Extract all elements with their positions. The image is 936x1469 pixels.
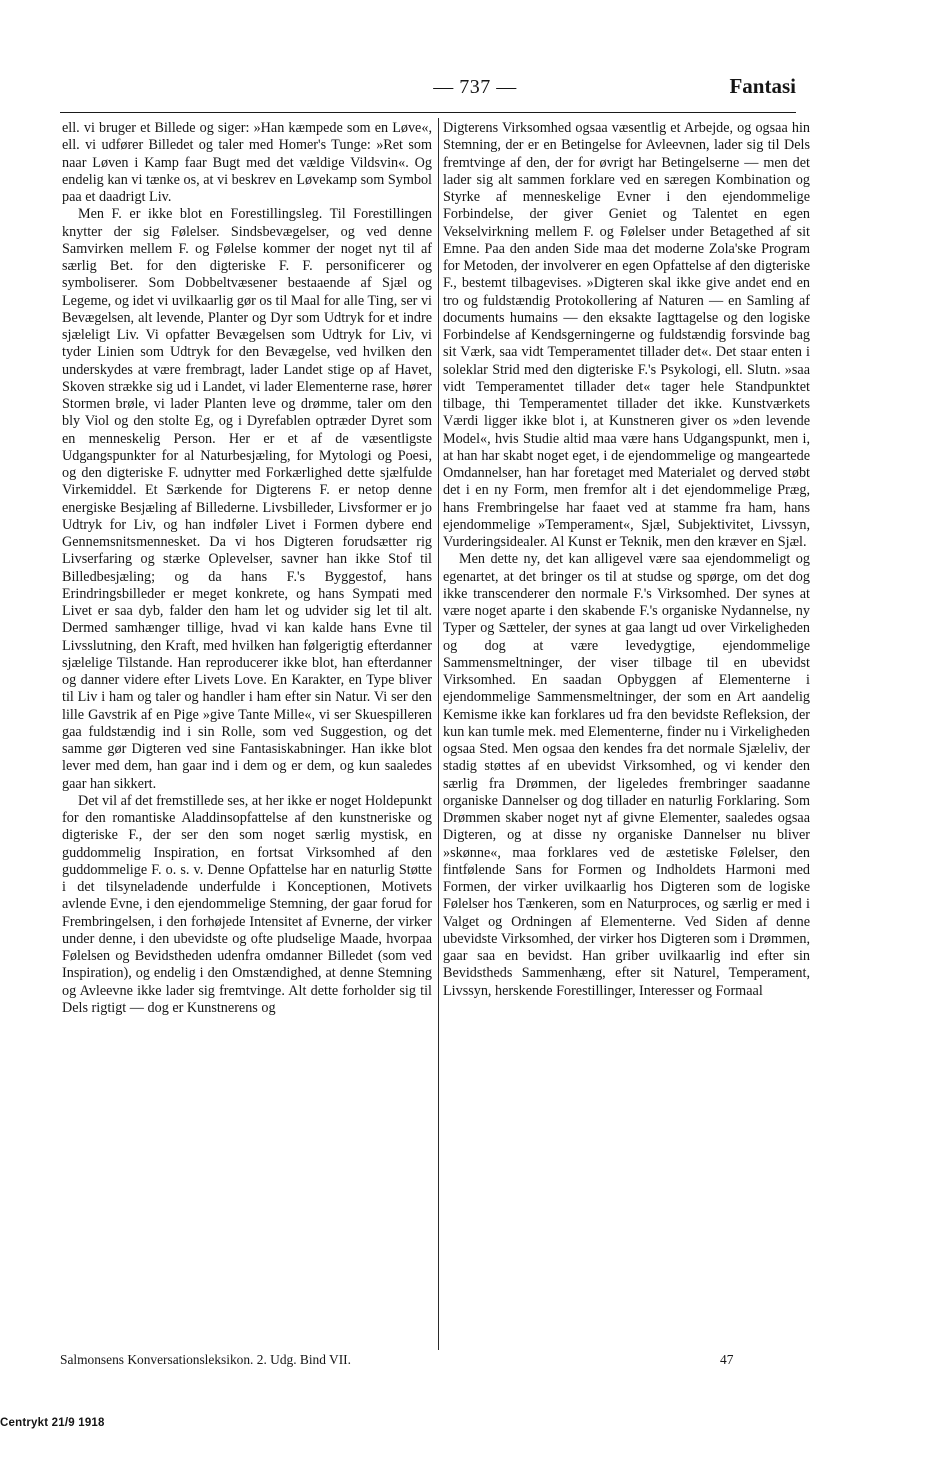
- header-rule: [60, 112, 796, 113]
- paragraph: Men F. er ikke blot en Forestillingsleg. Til Forestillingen knytter der sig Følelser. Sindsbevægelser, og ved denne Samvirken mellem F. og Følelse kommer der noget nyt til af særlig Bet. for den digteriske F. F. personificerer og symboliserer. Som Dobbeltvæsener bestaaende af Sjæl og Legeme, og idet vi uvilkaarlig gør os til Maal for alle Ting, ser vi Bevægelsen, alt levende, Planter og Dyr som Udtryk for et indre sjæleligt Liv. Vi opfatter Bevægelsen som Udtryk for Liv, vi tyder Linien som Udtryk for den Bevægelse, ved hvilken den underskydes at være frembragt, lader Landet stige op af Havet, Skoven strække sig ud i Landet, vi lader Elementerne rase, hører Stormen brøle, vi lader Planten leve og drømme, taler om den bly Viol og den stolte Eg, og i Dyrefablen optræder Dyret som en menneskelig Person. Her er et af de væsentligste Udgangspunkter for al Naturbesjæling, for Mytologi og Poesi, og den digteriske F. udnytter med Forkærlighed dette sjælfulde Virkemiddel. Et Særkende for Digterens F. er netop denne energiske Besjæling af Billederne. Livsbilleder, Livsformer er jo Udtryk for Liv, og han indføler Livet i Formen dybere end Gennemsnitsmennesket. Da vi hos Digteren forudsætter rig Livserfaring og stærke Oplevelser, savner han ikke Stof til Billedbesjæling; og da hans F.'s Byggestof, hans Erindringsbilleder er meget konkrete, og hans Sympati med Livet er saa dyb, falder den ham let og udvider sig let til alt. Dermed samhænger tillige, hvad vi kan kalde hans Evne til Livsslutning, den Kraft, med hvilken han følgerigtig efterdanner sjælelige Tilstande. Han reproducerer ikke blot, han efterdanner og danner videre efter Livets Love. En Karakter, en Type bliver til Liv i ham og taler og handler i ham efter sin Natur. Vi ser den lille Gavstrik af en Pige »give Tante Mille«, vi ser Skuespilleren gaa fuldstændig ind i sin Rolle, som ved Suggestion, og det samme gør Digteren ved sine Fantasiskabninger. Han ikke blot lever med dem, han gaar ind i dem og er dem, og kun saaledes gaar han sikkert.: [62, 206, 432, 792]
- page-footer: [60, 1352, 796, 1372]
- paragraph: Men dette ny, det kan alligevel være saa ejendommeligt og egenartet, at det bringer os til at studse og spørge, om det dog ikke transcenderer den normale F.'s Virksomhed. Der synes at være noget aparte i den skabende F.'s organiske Nydannelse, ny Typer og Sætteler, der synes at gaa langt ud over Virkeligheden og dog at være levedygtige, ejendommelige Sammensmeltninger, der viser tilbage til en ubevidst Virksomhed. En saadan Opbyggen af Elementerne i ejendommelige Sammensmeltninger, der som en Art aandelig Kemisme ikke kan forklares ud fra den bevidste Refleksion, der kun kan tumle mek. med Elementerne, finder nu i Virkeligheden ogsaa Sted. Men ogsaa den kendes fra det normale Sjæleliv, der stadig støttes af en ubevidst Virksomhed, og vi kender den særlig fra Drømmen, der ligeledes frembringer saadanne organiske Dannelser og dog tillader en naturlig Forklaring. Som Drømmen skaber noget nyt af givne Elementer, saaledes ogsaa Digteren, og at disse ny organiske Dannelser nu bliver »skønne«, maa forklares ved de æstetiske Følelser, den fintfølende Sans for Formen og Indholdets Harmoni med Formen, der virker uvilkaarlig hos Digteren som de logiske Følelser hos Tænkeren, som en Naturproces, og særlig er med i Valget og Ordningen af Elementerne. Ved Siden af denne ubevidste Virksomhed, der virker hos Digteren som i Drømmen, gaar saa en bevidst. Han griber uvilkaarlig ind efter sin Bevidstheds Sammenhæng, efter sit Naturel, Temperament, Livssyn, herskende Forestillinger, Interesser og Formaal: [443, 551, 810, 999]
- right-column: [443, 120, 810, 1348]
- sheet-number: 47: [720, 1352, 734, 1367]
- page-number: — 737 —: [433, 76, 517, 98]
- column-divider: [438, 118, 439, 1350]
- print-date-stamp: Centrykt 21/9 1918: [0, 1417, 105, 1429]
- paragraph: Det vil af det fremstillede ses, at her ikke er noget Holdepunkt for den romantiske Aladdinsopfattelse af den kunstneriske og digteriske F., der ser den som noget særlig mystisk, en guddommelig Inspiration, en fortsat Virksomhed af den guddommelige F. o. s. v. Denne Opfattelse har en naturlig Støtte i det tilsyneladende underfulde i Konceptionen, Motivets avlende Evne, i den ejendommelige Stemning, der gaar forud for Frembringelsen, i den forhøjede Intensitet af Evnerne, der virker under denne, i den ubevidste og ofte pludselige Maade, hvorpaa Følelsen og Bevidstheden udenfra omdanner Billedet (som ved Inspiration), og endelig i den Omstændighed, at denne Stemning og Avleevne ikke lader sig fremtvinge. Alt dette forholder sig til Dels rigtigt — dog er Kunstnerens og: [62, 792, 432, 1016]
- publication-line: Salmonsens Konversationsleksikon. 2. Udg. Bind VII.: [60, 1352, 351, 1367]
- paragraph: Digterens Virksomhed ogsaa væsentlig et Arbejde, og ogsaa hin Stemning, der er en Betingelse for Avleevnen, lader sig til Dels fremtvinge af den, der for øvrigt har Betingelserne — men det lader sig alt sammen forklare ved en særegen Kombination og Styrke af menneskelige Evner i den ejendommelige Forbindelse, der giver Geniet og Talentet en egen Vekselvirkning mellem F. og Følelser under Betagethed af sit Emne. Paa den anden Side maa det moderne Zola'ske Program for Metoden, der involverer en egen Opfattelse af den digteriske F., bestemt tilbagevises. »Digteren skal ikke give andet end en tro og fuldstændig Protokollering af Naturen — en Samling af documents humains — den eksakte Iagttagelse og den logiske Forbindelse af Kendsgerningerne og fuldstændig forsvinde bag sit Værk, saa vidt Temperamentet tillader det«. Det staar enten i soleklar Strid med den digteriske F.'s Psykologi, ell. Slutn. »saa vidt Temperamentet tillader det« tager hele Standpunktet tilbage, thi Temperamentet tillader det ikke. Kunstværkets Værdi ligger ikke blot i, at Kunstneren giver os »den levende Model«, hvis Studie altid maa være hans Udgangspunkt, men i, at han har skabt noget eget, i de ejendommelige og mangeartede Omdannelser, han har foretaget med Materialet og derved støbt det i en ny Form, men fremfor alt i det ejendommelige Præg, hans Frembringelse har faaet ved at stamme fra ham, hans ejendommelige »Temperament«, Sjæl, Subjektivitet, Livssyn, Vurderingsidealer. Al Kunst er Teknik, men den kræver en Sjæl.: [443, 120, 810, 550]
- paragraph: ell. vi bruger et Billede og siger: »Han kæmpede som en Løve«, ell. vi udfører Billedet og taler med Homer's Tunge: »Ret som naar Løven i Kamp faar Bugt med det vældige Vildsvin«. Og endelig kan vi tænke os, at vi beskrev en Løvekamp som Symbol paa et daadrigt Liv.: [62, 120, 432, 205]
- section-title: Fantasi: [729, 74, 796, 98]
- left-column: [62, 120, 432, 1348]
- running-header: [60, 72, 796, 108]
